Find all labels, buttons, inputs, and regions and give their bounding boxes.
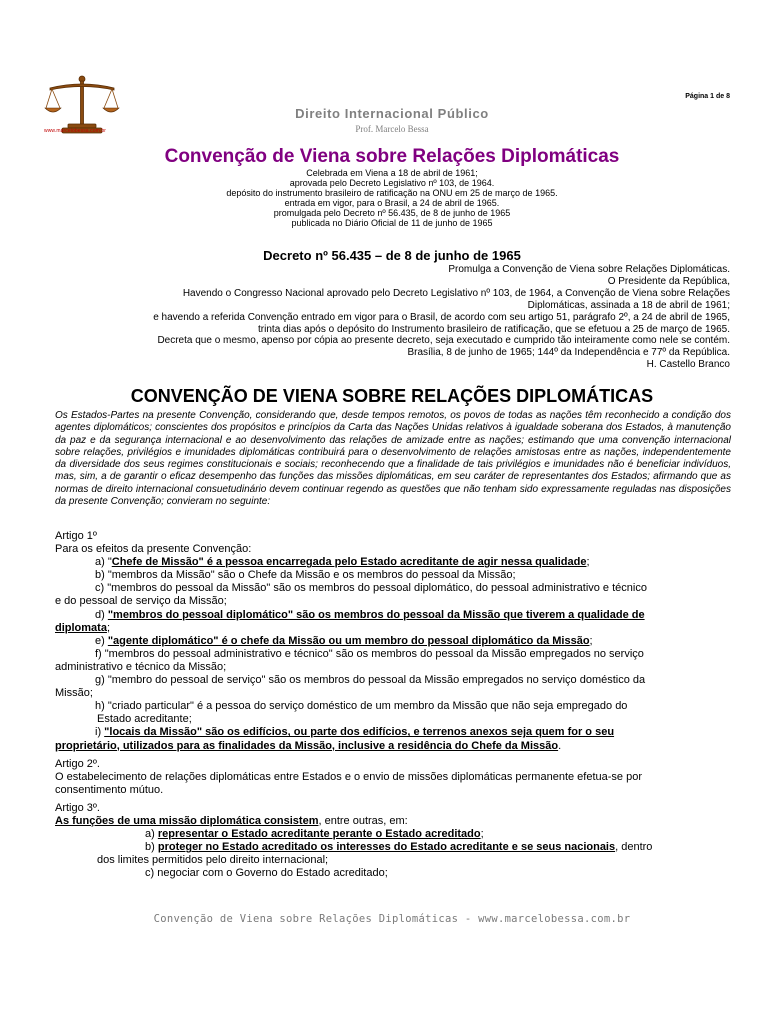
article-1-item-f: f) "membros do pessoal administrativo e técnico" são os membros do pessoal da Missão empregados no serviço <box>95 647 644 660</box>
article-1-item-a: a) "Chefe de Missão" é a pessoa encarregada pelo Estado acreditante de agir nessa qualidade; <box>95 556 590 569</box>
article-1-item-g-cont: Missão; <box>55 687 93 700</box>
decree-line: trinta dias após o depósito do Instrumento brasileiro de ratificação, que se efetuou a 25 de março de 1965. <box>258 323 730 335</box>
article-1-heading: Artigo 1º <box>55 530 97 542</box>
site-url-small: www.marcelobessa.com.br <box>44 128 107 134</box>
article-1-item-h: h) "criado particular" é a pessoa do serviço doméstico de um membro da Missão que não seja empregado do <box>95 700 628 713</box>
author-name: Prof. Marcelo Bessa <box>355 124 429 134</box>
decree-title: Decreto nº 56.435 – de 8 de junho de 1965 <box>263 248 521 263</box>
article-3-item-c: c) negociar com o Governo do Estado acreditado; <box>145 867 388 880</box>
article-1-item-c-cont: e do pessoal de serviço da Missão; <box>55 595 227 608</box>
intro-line: promulgada pelo Decreto nº 56.435, de 8 de junho de 1965 <box>273 208 511 218</box>
article-1-item-i: i) "locais da Missão" são os edifícios, ou parte dos edifícios, e terrenos anexos seja quem for o seu <box>95 726 615 739</box>
article-1-item-f-cont: administrativo e técnico da Missão; <box>55 660 227 673</box>
decree-line: Brasília, 8 de junho de 1965; 144º da Independência e 77º da República. <box>407 347 730 359</box>
article-1-item-b: b) "membros da Missão" são o Chefe da Missão e os membros do pessoal da Missão; <box>95 569 516 582</box>
decree-line: Decreta que o mesmo, apenso por cópia ao presente decreto, seja executado e cumprido tão inteiramente como nele se contém. <box>157 335 730 347</box>
article-1-item-d-cont: diplomata; <box>55 621 111 634</box>
decree-line: Diplomáticas, assinada a 18 de abril de 1961; <box>527 299 730 311</box>
article-3-intro: As funções de uma missão diplomática consistem, entre outras, em: <box>55 814 408 827</box>
article-3-item-b: b) proteger no Estado acreditado os interesses do Estado acreditante e se seus nacionais, dentro <box>145 841 653 854</box>
decree-signature: H. Castello Branco <box>646 359 730 371</box>
intro-block <box>0 168 768 228</box>
article-3-item-b-cont: dos limites permitidos pelo direito internacional; <box>97 854 329 867</box>
intro-line: Celebrada em Viena a 18 de abril de 1961; <box>306 168 478 178</box>
page-number: Página 1 de 8 <box>685 93 730 100</box>
article-1-item-g: g) "membro do pessoal de serviço" são os membros do pessoal da Missão empregados no serviço doméstico da <box>95 674 646 687</box>
decree-line: Promulga a Convenção de Viena sobre Relações Diplomáticas. <box>448 264 730 275</box>
decree-line: Havendo o Congresso Nacional aprovado pelo Decreto Legislativo nº 103, de 1964, a Convenção de Viena sobre Relações <box>182 287 730 299</box>
article-2-heading: Artigo 2º. <box>55 757 100 770</box>
intro-line: publicada no Diário Oficial de 11 de junho de 1965 <box>291 218 493 228</box>
intro-line: aprovada pelo Decreto Legislativo nº 103, de 1964. <box>289 178 495 188</box>
page-footer: Convenção de Viena sobre Relações Diplomáticas - www.marcelobessa.com.br <box>153 913 631 925</box>
article-1-intro: Para os efeitos da presente Convenção: <box>55 543 252 556</box>
article-1-item-h-cont: Estado acreditante; <box>97 713 192 726</box>
intro-line: entrada em vigor, para o Brasil, a 24 de abril de 1965. <box>284 198 500 208</box>
convention-title: CONVENÇÃO DE VIENA SOBRE RELAÇÕES DIPLOMÁTICAS <box>130 386 654 406</box>
article-2-text: O estabelecimento de relações diplomáticas entre Estados e o envio de missões diplomáticas permanente efetua-se por <box>55 770 642 783</box>
decree-line: e havendo a referida Convenção entrado em vigor para o Brasil, de acordo com seu artigo 51, parágrafo 2º, a 24 de abril de 1965, <box>153 311 730 323</box>
decree-line: O Presidente da República, <box>607 275 730 287</box>
articles <box>55 530 731 880</box>
article-3-heading: Artigo 3º. <box>55 801 100 814</box>
article-2-text-cont: consentimento mútuo. <box>55 783 164 796</box>
article-1-item-e: e) "agente diplomático" é o chefe da Missão ou um membro do pessoal diplomático da Missão; <box>95 634 593 647</box>
preamble: Os Estados-Partes na presente Convenção, considerando que, desde tempos remotos, os povos de todas as nações têm reconhecido a condição dos agentes diplomáticos; conscientes dos propósitos e princípios da Carta das Nações Unidas relativos à igualdade soberana dos Estados, à manutenção da paz e da segurança internacional e ao desenvolvimento das relações de amizade entre as nações; estimando que uma convenção internacional sobre relações, privilégios e imunidades diplomáticas contribuirá para o desenvolvimento de relações amistosas entre as nações, independentemente da diversidade dos seus regimes constitucionais e sociais; reconhecendo que a finalidade de tais privilégios e imunidades não é beneficiar indivíduos, mas, sim, a de garantir o eficaz desempenho das funções das missões diplomáticas, em seu caráter de representantes dos Estados; afirmando que as normas de direito internacional consuetudinário devem continuar regendo as questões que não tenham sido expressamente reguladas nas disposições da presente Convenção; convieram no seguinte: <box>55 410 731 508</box>
header-title: Direito Internacional Público <box>295 106 489 121</box>
decree-body <box>40 264 730 371</box>
article-1-item-d: d) "membros do pessoal diplomático" são os membros do pessoal da Missão que tiverem a qualidade de <box>95 608 645 621</box>
intro-line: depósito do instrumento brasileiro de ratificação na ONU em 25 de março de 1965. <box>226 188 558 198</box>
article-1-item-i-cont: proprietário, utilizados para as finalidades da Missão, inclusive a residência do Chefe da Missão. <box>55 739 562 752</box>
article-3-item-a: a) representar o Estado acreditante perante o Estado acreditado; <box>145 828 484 841</box>
article-1-item-c: c) "membros do pessoal da Missão" são os membros do pessoal diplomático, do pessoal administrativo e técnico <box>95 582 647 595</box>
document-title: Convenção de Viena sobre Relações Diplomáticas <box>164 146 620 167</box>
